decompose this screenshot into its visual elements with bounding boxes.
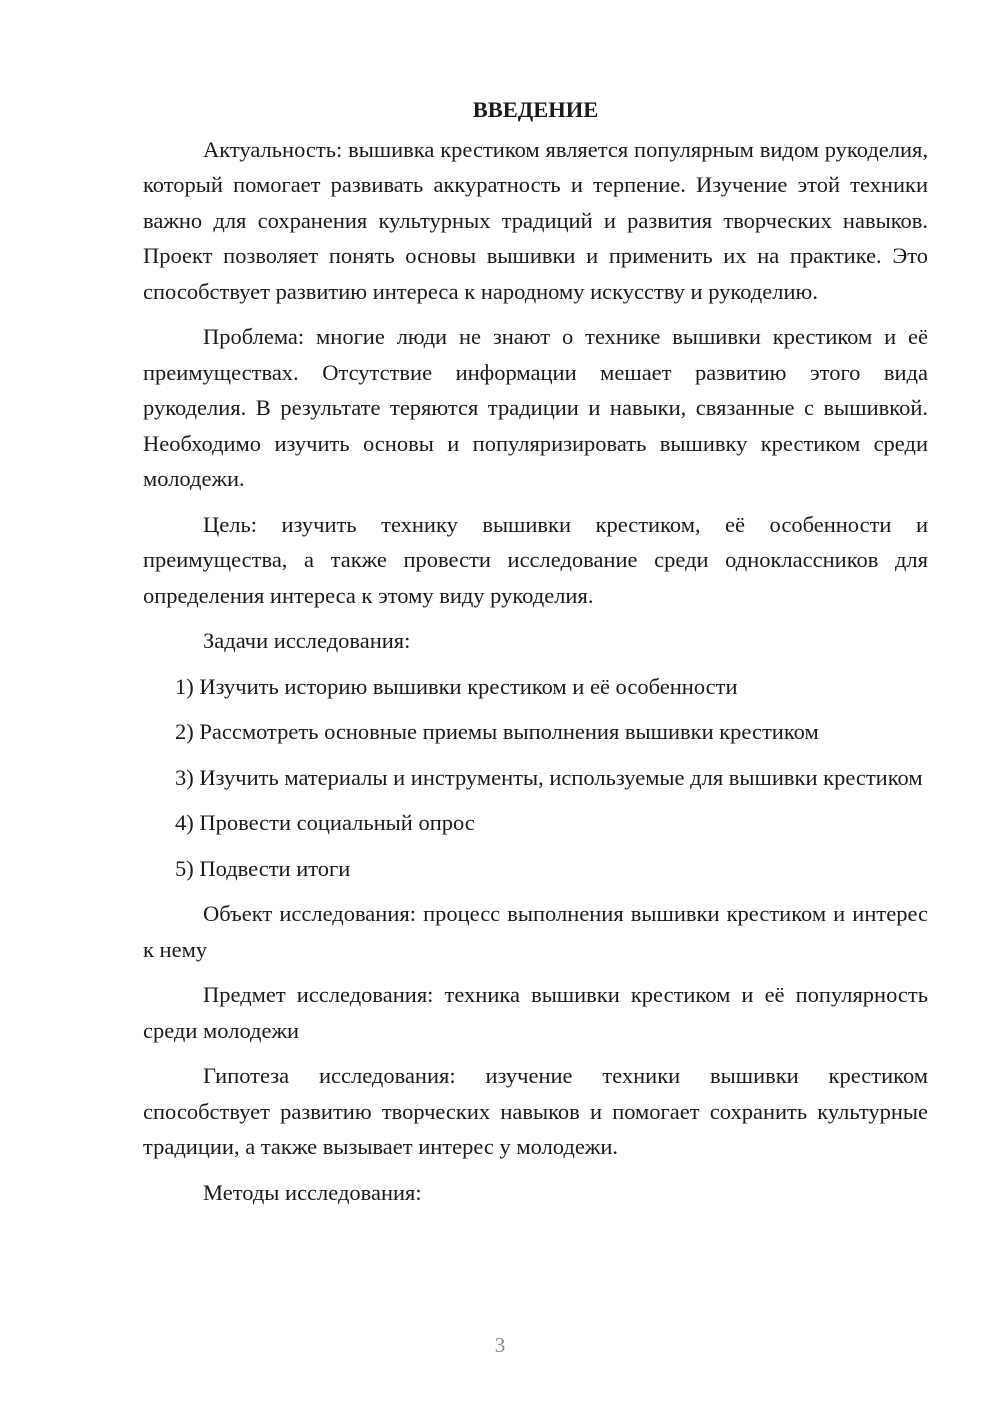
goal-paragraph: Цель: изучить технику вышивки крестиком, её особенности и преимущества, а также провести исследование среди одноклассников для определения интереса к этому виду рукоделия. <box>143 511 928 608</box>
document-page <box>143 92 928 1220</box>
task-item: 4) Провести социальный опрос <box>175 810 475 835</box>
tasks-heading: Задачи исследования: <box>203 628 411 653</box>
subject-paragraph: Предмет исследования: техника вышивки крестиком и её популярность среди молодежи <box>143 982 928 1043</box>
task-item: 1) Изучить историю вышивки крестиком и её особенности <box>175 673 738 699</box>
section-title: ВВЕДЕНИЕ <box>472 97 599 122</box>
page-number: 3 <box>494 1333 506 1357</box>
problem-paragraph: Проблема: многие люди не знают о технике вышивки крестиком и её преимуществах. Отсутствие информации мешает развитию этого вида рукоделия. В результате теряются традиции и навыки, связанные с вышивкой. Необходимо изучить основы и популяризировать вышивку крестиком среди молодежи. <box>143 324 928 491</box>
task-item: 2) Рассмотреть основные приемы выполнения вышивки крестиком <box>175 719 819 744</box>
task-item: 5) Подвести итоги <box>175 855 351 881</box>
object-paragraph: Объект исследования: процесс выполнения вышивки крестиком и интерес к нему <box>143 901 928 962</box>
hypothesis-paragraph: Гипотеза исследования: изучение техники вышивки крестиком способствует развитию творческих навыков и помогает сохранить культурные традиции, а также вызывает интерес у молодежи. <box>143 1063 928 1159</box>
methods-heading: Методы исследования: <box>203 1179 422 1205</box>
relevance-paragraph: Актуальность: вышивка крестиком является популярным видом рукоделия, который помогает развивать аккуратность и терпение. Изучение этой техники важно для сохранения культурных традиций и развития творческих навыков. Проект позволяет понять основы вышивки и применить их на практике. Это способствует развитию интереса к народному искусству и рукоделию. <box>143 136 928 304</box>
task-item: 3) Изучить материалы и инструменты, используемые для вышивки крестиком <box>175 764 923 790</box>
